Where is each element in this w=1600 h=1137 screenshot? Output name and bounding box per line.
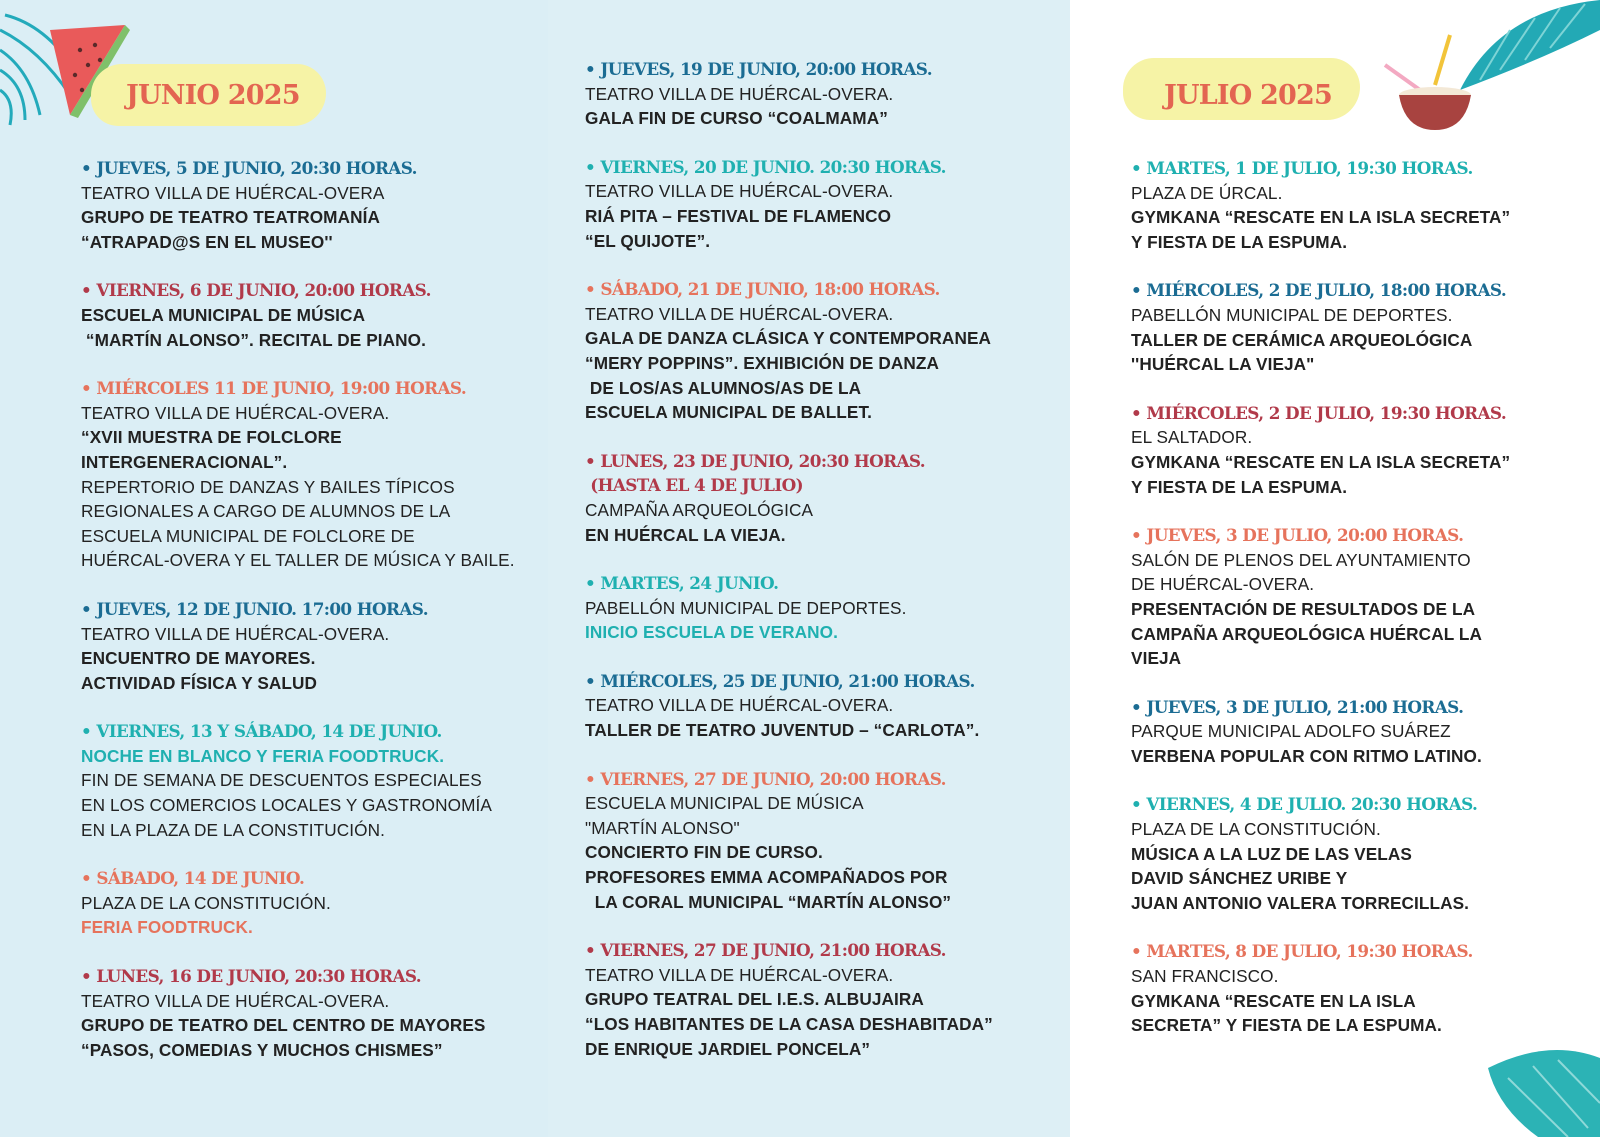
event-detail-line: HUÉRCAL-OVERA Y EL TALLER DE MÚSICA Y BAILE. bbox=[81, 550, 515, 571]
event-detail-line: TEATRO VILLA DE HUÉRCAL-OVERA. bbox=[585, 303, 894, 324]
event-detail-line: REPERTORIO DE DANZAS Y BAILES TÍPICOS bbox=[81, 476, 455, 497]
event-detail-line: “MARTÍN ALONSO”. RECITAL DE PIANO. bbox=[81, 329, 427, 350]
event-item bbox=[585, 669, 1055, 743]
event-detail-line: DE ENRIQUE JARDIEL PONCELA” bbox=[585, 1038, 871, 1059]
event-detail-line: GYMKANA “RESCATE EN LA ISLA SECRETA” bbox=[1131, 451, 1511, 472]
event-detail-line: GALA DE DANZA CLÁSICA Y CONTEMPORANEA bbox=[585, 328, 992, 349]
coconut-drink-icon bbox=[1375, 30, 1485, 135]
event-date: • MIÉRCOLES, 2 DE JULIO, 18:00 HORAS. bbox=[1131, 280, 1507, 301]
event-item bbox=[1131, 695, 1571, 769]
event-detail-line: TALLER DE TEATRO JUVENTUD – “CARLOTA”. bbox=[585, 720, 980, 741]
event-detail-line: INICIO ESCUELA DE VERANO. bbox=[585, 622, 839, 643]
event-detail-line: EL SALTADOR. bbox=[1131, 427, 1253, 448]
event-item bbox=[81, 376, 546, 573]
event-detail-line: PABELLÓN MUNICIPAL DE DEPORTES. bbox=[585, 597, 907, 618]
event-date: • MARTES, 24 JUNIO. bbox=[585, 573, 779, 594]
event-detail-line: TEATRO VILLA DE HUÉRCAL-OVERA. bbox=[81, 402, 390, 423]
event-detail-line: RIÁ PITA – FESTIVAL DE FLAMENCO bbox=[585, 205, 892, 226]
june-events-column-2 bbox=[585, 57, 1055, 1085]
event-detail-line: Y FIESTA DE LA ESPUMA. bbox=[1131, 231, 1348, 252]
event-item bbox=[81, 866, 546, 940]
event-detail-line: NOCHE EN BLANCO Y FERIA FOODTRUCK. bbox=[81, 745, 445, 766]
event-detail-line: ENCUENTRO DE MAYORES. bbox=[81, 648, 316, 669]
event-detail-line: GYMKANA “RESCATE EN LA ISLA SECRETA” bbox=[1131, 207, 1511, 228]
event-detail-line: PROFESORES EMMA ACOMPAÑADOS POR bbox=[585, 867, 948, 888]
event-item bbox=[585, 767, 1055, 915]
event-detail-line: ACTIVIDAD FÍSICA Y SALUD bbox=[81, 672, 318, 693]
event-detail-line: VIEJA bbox=[1131, 648, 1182, 669]
event-detail-line: GALA FIN DE CURSO “COALMAMA” bbox=[585, 108, 888, 129]
event-item bbox=[1131, 939, 1571, 1037]
event-detail-line: Y FIESTA DE LA ESPUMA. bbox=[1131, 476, 1348, 497]
event-detail-line: DAVID SÁNCHEZ URIBE Y bbox=[1131, 868, 1348, 889]
event-detail-line: “XVII MUESTRA DE FOLCLORE bbox=[81, 427, 342, 448]
event-detail-line: EN LOS COMERCIOS LOCALES Y GASTRONOMÍA bbox=[81, 795, 492, 816]
event-item bbox=[1131, 792, 1571, 915]
event-detail-line: “PASOS, COMEDIAS Y MUCHOS CHISMES” bbox=[81, 1039, 443, 1060]
event-date: • JUEVES, 3 DE JULIO, 21:00 HORAS. bbox=[1131, 696, 1464, 717]
event-date: • LUNES, 23 DE JUNIO, 20:30 HORAS. bbox=[585, 450, 926, 471]
event-item bbox=[585, 57, 1055, 131]
event-detail-line: MÚSICA A LA LUZ DE LAS VELAS bbox=[1131, 843, 1412, 864]
event-detail-line: EN HUÉRCAL LA VIEJA. bbox=[585, 524, 786, 545]
event-detail-line: "MARTÍN ALONSO" bbox=[585, 817, 740, 838]
event-detail-line: (HASTA EL 4 DE JULIO) bbox=[585, 475, 803, 496]
event-detail-line: REGIONALES A CARGO DE ALUMNOS DE LA bbox=[81, 501, 451, 522]
event-detail-line: SECRETA” Y FIESTA DE LA ESPUMA. bbox=[1131, 1015, 1442, 1036]
event-detail-line: “LOS HABITANTES DE LA CASA DESHABITADA” bbox=[585, 1014, 993, 1034]
event-detail-line: CONCIERTO FIN DE CURSO. bbox=[585, 842, 823, 863]
event-detail-line: TEATRO VILLA DE HUÉRCAL-OVERA. bbox=[81, 990, 390, 1011]
event-detail-line: ''HUÉRCAL LA VIEJA" bbox=[1131, 354, 1315, 375]
event-detail-line: “EL QUIJOTE”. bbox=[585, 230, 711, 251]
event-detail-line: CAMPAÑA ARQUEOLÓGICA bbox=[585, 499, 814, 520]
event-date: • JUEVES, 3 DE JULIO, 20:00 HORAS. bbox=[1131, 525, 1464, 546]
event-item bbox=[81, 278, 546, 352]
event-item bbox=[81, 156, 546, 254]
event-detail-line: FERIA FOODTRUCK. bbox=[81, 917, 253, 938]
event-detail-line: JUAN ANTONIO VALERA TORRECILLAS. bbox=[1131, 892, 1470, 913]
june-events-column-1 bbox=[81, 156, 546, 1086]
event-date: • VIERNES, 27 DE JUNIO, 21:00 HORAS. bbox=[585, 940, 946, 961]
event-detail-line: PLAZA DE LA CONSTITUCIÓN. bbox=[1131, 819, 1381, 840]
event-detail-line: GRUPO TEATRAL DEL I.E.S. ALBUJAIRA bbox=[585, 989, 924, 1010]
event-item bbox=[81, 597, 546, 695]
event-item bbox=[585, 571, 1055, 645]
event-detail-line: PLAZA DE ÚRCAL. bbox=[1131, 182, 1283, 203]
event-item bbox=[585, 155, 1055, 253]
event-detail-line: ESCUELA MUNICIPAL DE BALLET. bbox=[585, 402, 873, 423]
event-date: • MARTES, 8 DE JULIO, 19:30 HORAS. bbox=[1131, 941, 1473, 962]
event-detail-line: PABELLÓN MUNICIPAL DE DEPORTES. bbox=[1131, 304, 1453, 325]
event-date: • SÁBADO, 14 DE JUNIO. bbox=[81, 868, 305, 889]
event-date: • MIÉRCOLES, 25 DE JUNIO, 21:00 HORAS. bbox=[585, 670, 975, 691]
event-detail-line: DE LOS/AS ALUMNOS/AS DE LA bbox=[585, 377, 862, 398]
event-item bbox=[1131, 278, 1571, 376]
event-detail-line: CAMPAÑA ARQUEOLÓGICA HUÉRCAL LA bbox=[1131, 623, 1482, 644]
event-date: • JUEVES, 19 DE JUNIO, 20:00 HORAS. bbox=[585, 59, 932, 79]
event-item bbox=[1131, 401, 1571, 499]
event-detail-line: TEATRO VILLA DE HUÉRCAL-OVERA. bbox=[585, 181, 894, 202]
event-detail-line: SAN FRANCISCO. bbox=[1131, 966, 1279, 987]
event-detail-line: PLAZA DE LA CONSTITUCIÓN. bbox=[81, 892, 331, 913]
event-detail-line: “MERY POPPINS”. EXHIBICIÓN DE DANZA bbox=[585, 352, 939, 373]
event-date: • VIERNES, 4 DE JULIO. 20:30 HORAS. bbox=[1131, 794, 1478, 815]
event-date: • VIERNES, 20 DE JUNIO. 20:30 HORAS. bbox=[585, 156, 946, 177]
event-detail-line: SALÓN DE PLENOS DEL AYUNTAMIENTO bbox=[1131, 549, 1471, 570]
july-title: JULIO 2025 bbox=[1164, 80, 1333, 111]
event-date: • VIERNES, 13 Y SÁBADO, 14 DE JUNIO. bbox=[81, 721, 442, 742]
event-date: • MARTES, 1 DE JULIO, 19:30 HORAS. bbox=[1131, 158, 1473, 178]
event-detail-line: GYMKANA “RESCATE EN LA ISLA bbox=[1131, 990, 1416, 1011]
event-detail-line: VERBENA POPULAR CON RITMO LATINO. bbox=[1131, 745, 1482, 766]
event-item bbox=[1131, 523, 1571, 671]
event-item bbox=[585, 938, 1055, 1061]
event-item bbox=[1131, 156, 1571, 254]
event-detail-line: “ATRAPAD@S EN EL MUSEO'' bbox=[81, 231, 333, 252]
event-detail-line: INTERGENERACIONAL”. bbox=[81, 451, 288, 472]
event-detail-line: ESCUELA MUNICIPAL DE MÚSICA bbox=[81, 304, 366, 325]
event-detail-line: TEATRO VILLA DE HUÉRCAL-OVERA. bbox=[585, 695, 894, 716]
event-detail-line: ESCUELA MUNICIPAL DE MÚSICA bbox=[585, 793, 864, 814]
event-detail-line: EN LA PLAZA DE LA CONSTITUCIÓN. bbox=[81, 819, 385, 840]
event-date: • LUNES, 16 DE JUNIO, 20:30 HORAS. bbox=[81, 966, 422, 987]
event-date: • MIÉRCOLES 11 DE JUNIO, 19:00 HORAS. bbox=[81, 378, 467, 399]
event-detail-line: PARQUE MUNICIPAL ADOLFO SUÁREZ bbox=[1131, 721, 1451, 742]
event-item bbox=[81, 719, 546, 842]
event-detail-line: DE HUÉRCAL-OVERA. bbox=[1131, 574, 1315, 595]
event-date: • JUEVES, 12 DE JUNIO. 17:00 HORAS. bbox=[81, 598, 428, 619]
event-date: • MIÉRCOLES, 2 DE JULIO, 19:30 HORAS. bbox=[1131, 402, 1507, 423]
event-detail-line: TEATRO VILLA DE HUÉRCAL-OVERA bbox=[81, 182, 385, 203]
event-detail-line: GRUPO DE TEATRO DEL CENTRO DE MAYORES bbox=[81, 1015, 486, 1036]
event-detail-line: GRUPO DE TEATRO TEATROMANÍA bbox=[81, 207, 381, 228]
event-date: • SÁBADO, 21 DE JUNIO, 18:00 HORAS. bbox=[585, 279, 940, 300]
event-detail-line: FIN DE SEMANA DE DESCUENTOS ESPECIALES bbox=[81, 770, 482, 791]
event-detail-line: LA CORAL MUNICIPAL “MARTÍN ALONSO” bbox=[585, 891, 952, 912]
event-date: • JUEVES, 5 DE JUNIO, 20:30 HORAS. bbox=[81, 158, 417, 178]
event-detail-line: TEATRO VILLA DE HUÉRCAL-OVERA. bbox=[585, 964, 894, 985]
event-detail-line: TEATRO VILLA DE HUÉRCAL-OVERA. bbox=[585, 83, 894, 104]
event-date: • VIERNES, 27 DE JUNIO, 20:00 HORAS. bbox=[585, 768, 946, 789]
event-detail-line: TEATRO VILLA DE HUÉRCAL-OVERA. bbox=[81, 623, 390, 644]
event-date: • VIERNES, 6 DE JUNIO, 20:00 HORAS. bbox=[81, 280, 431, 301]
event-item bbox=[585, 277, 1055, 425]
event-detail-line: TALLER DE CERÁMICA ARQUEOLÓGICA bbox=[1131, 329, 1473, 350]
june-title: JUNIO 2025 bbox=[126, 80, 300, 111]
event-detail-line: ESCUELA MUNICIPAL DE FOLCLORE DE bbox=[81, 525, 415, 546]
event-detail-line: PRESENTACIÓN DE RESULTADOS DE LA bbox=[1131, 598, 1476, 619]
event-item bbox=[585, 449, 1055, 547]
july-events-column bbox=[1131, 156, 1571, 1062]
event-item bbox=[81, 964, 546, 1062]
